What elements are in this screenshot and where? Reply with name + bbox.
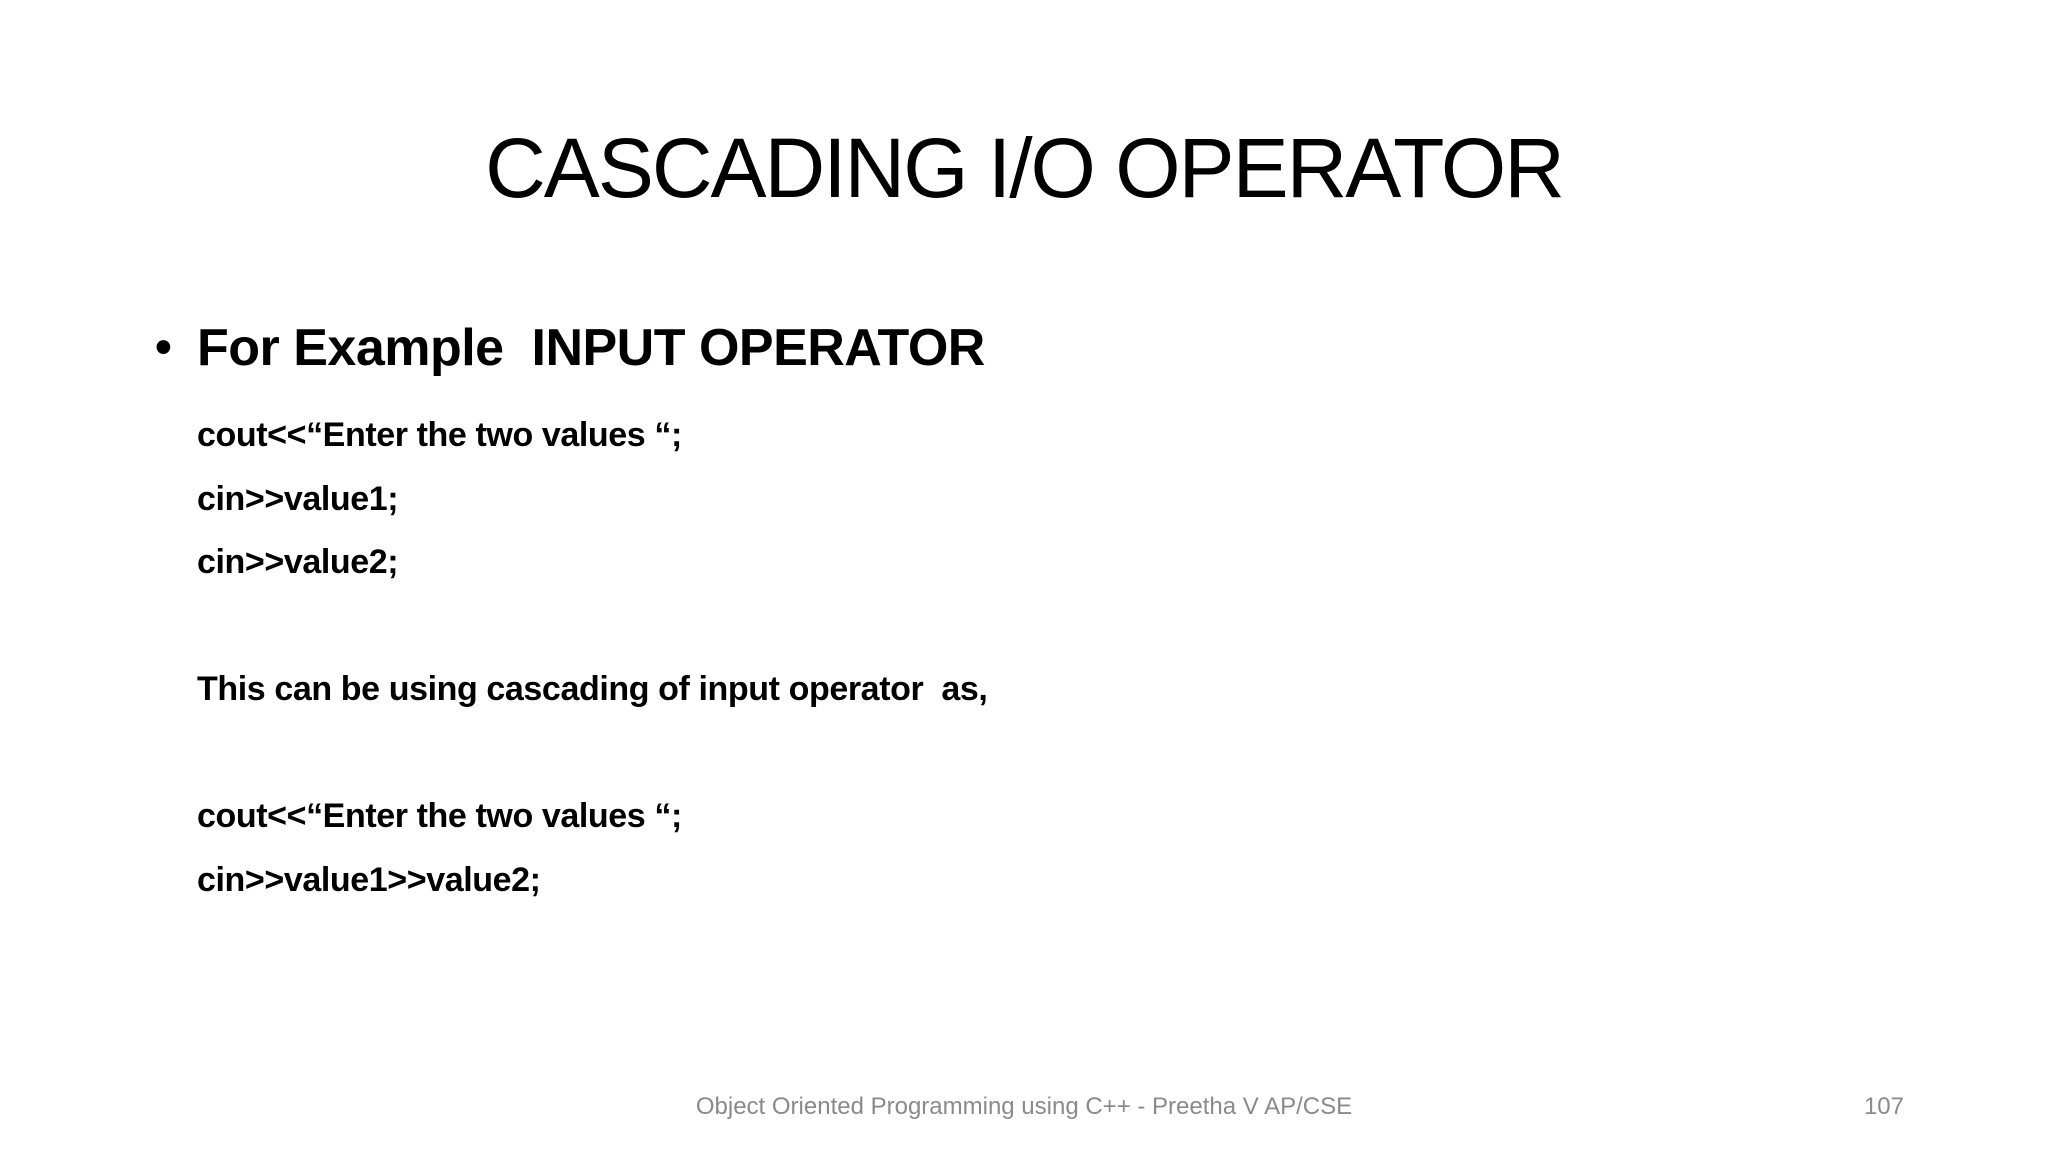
page-number: 107 [1863, 1093, 1904, 1120]
code-example [197, 404, 1855, 912]
slide-footer: Object Oriented Programming using C++ - Preetha V AP/CSE [695, 1093, 1353, 1120]
code-line: cin>>value1; [197, 479, 399, 518]
blank-line [197, 595, 1855, 659]
code-line: cin>>value2; [197, 543, 399, 581]
code-line: cin>>value1>>value2; [197, 860, 541, 899]
blank-line [197, 722, 1855, 786]
code-line: cout<<“Enter the two values “; [197, 416, 682, 454]
code-line: cout<<“Enter the two values “; [197, 797, 682, 835]
bullet-item [155, 316, 1855, 380]
bullet-icon: • [155, 321, 172, 374]
slide-content [155, 316, 1855, 912]
slide-title: CASCADING I/O OPERATOR [485, 121, 1563, 215]
explanation-text: This can be using cascading of input operator as, [197, 670, 988, 708]
bullet-text: For Example INPUT OPERATOR [197, 319, 985, 377]
